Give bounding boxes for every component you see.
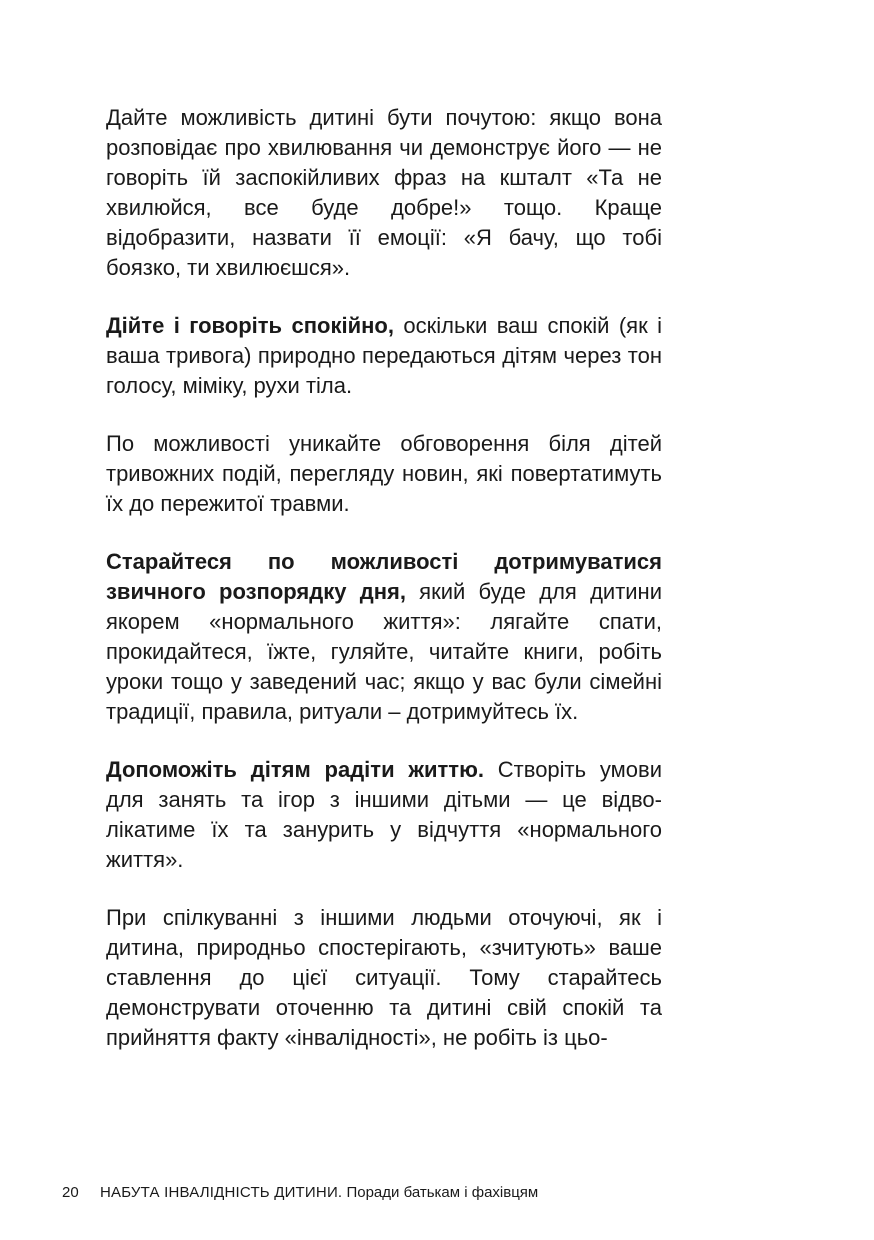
- paragraph-4-text: який буде для дитини якорем «нормального життя»: лягайте спати, прокидайтеся, їжте, гуляйте, читайте книги, робіть уроки тощо у заведений час; якщо у вас були сімейні традиції, правила, ритуали – дотримуйтесь їх.: [106, 579, 662, 724]
- paragraph-2: [106, 311, 662, 401]
- paragraph-5: [106, 755, 662, 875]
- page-number: 20: [62, 1184, 79, 1201]
- paragraph-6-text: При спілкуванні з іншими людьми оточуючі, як і дитина, природньо спостерігають, «зчитують» ваше ставлення до цієї ситуації. Тому старайтесь демонструвати оточенню та дитині свій спокій та прийняття факту «інвалідності», не робіть із цьо-: [106, 905, 662, 1050]
- paragraph-4: [106, 547, 662, 727]
- paragraph-5-bold: Допоможіть дітям радіти життю.: [106, 757, 484, 782]
- paragraph-3-text: По можливості уникайте обговорення біля дітей тривожних подій, перегляду новин, які повертатимуть їх до пережитої травми.: [106, 431, 662, 516]
- paragraph-1: [106, 103, 662, 283]
- paragraph-5-text: Створіть умови для занять та ігор з іншими дітьми — це відволікатиме їх та занурить у відчуття «нормального життя».: [106, 757, 662, 872]
- page-body: [106, 103, 662, 1081]
- paragraph-2-bold: Дійте і говоріть спокійно,: [106, 313, 394, 338]
- page-footer: [62, 1183, 538, 1203]
- paragraph-3: [106, 429, 662, 519]
- paragraph-2-text: оскільки ваш спокій (як і ваша тривога) природно передаються дітям через тон голосу, міміку, рухи тіла.: [106, 313, 662, 398]
- paragraph-1-text: Дайте можливість дитині бути почутою: якщо вона розповідає про хвилювання чи демонструє його — не говоріть їй заспокійливих фраз на кшталт «Та не хвилюйся, все буде добре!» тощо. Краще відобразити, назвати її емоції: «Я бачу, що тобі боязко, ти хвилюєшся».: [106, 105, 662, 280]
- book-subtitle: Поради батькам і фахівцям: [342, 1184, 539, 1201]
- book-title: НАБУТА ІНВАЛІДНІСТЬ ДИТИНИ.: [100, 1184, 343, 1201]
- paragraph-6: [106, 903, 662, 1053]
- paragraph-4-bold: Старайтеся по можливості дотримуватися звичного розпорядку дня,: [106, 549, 662, 604]
